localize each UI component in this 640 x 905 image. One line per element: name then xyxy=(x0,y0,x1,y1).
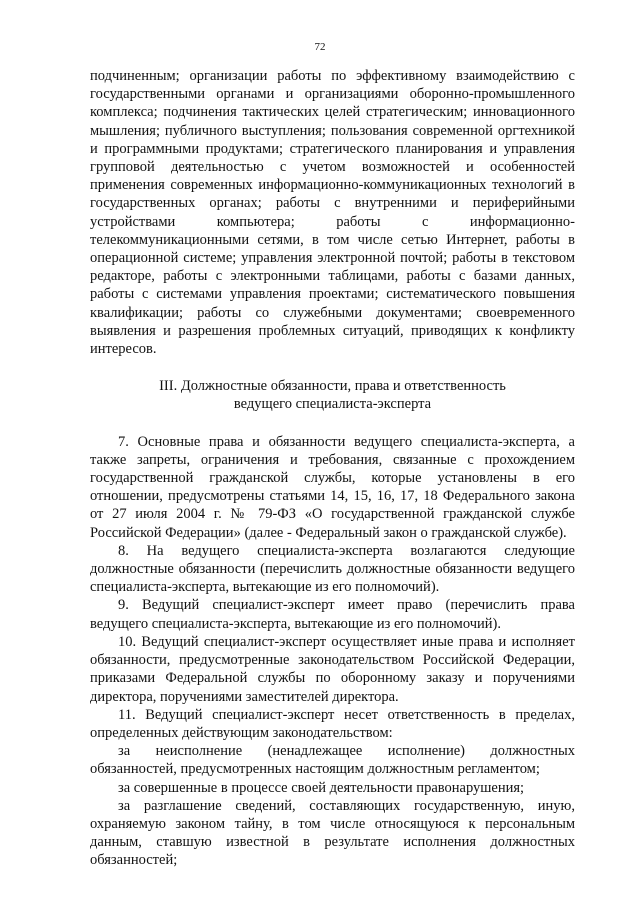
section-heading-line-2: ведущего специалиста-эксперта xyxy=(233,396,432,413)
paragraph-10-other-rights: 10. Ведущий специалист-эксперт осуществляет иные права и исполняет обязанности, предусмотренные законодательством Российской Федерации, приказами Федеральной службы по оборонному заказу и поручениями директора, поручениями заместителей директора. xyxy=(90,633,575,705)
paragraph-competencies-continued: подчиненным; организации работы по эффективному взаимодействию с государственными органами и организациями оборонно-промышленного комплекса; подчинения тактических целей стратегическим; инновационного мышления; публичного выступления; пользования современной оргтехникой и программными продуктами; стратегического планирования и управления групповой деятельностью с учетом возможностей и особенностей применения современных информационно-коммуникационных технологий в государственных органах; работы с внутренними и периферийными устройствами компьютера; работы с информационно-телекоммуникационными сетями, в том числе сетью Интернет, работы в операционной системе; управления электронной почтой; работы в текстовом редакторе, работы с электронными таблицами, работы с базами данных, работы с системами управления проектами; систематического повышения квалификации; работы со служебными документами; своевременного выявления и разрешения проблемных ситуаций, приводящих к конфликту интересов. xyxy=(90,68,575,358)
responsibility-item-disclosure: за разглашение сведений, составляющих государственную, иную, охраняемую законом тайну, в том числе относящуюся к персональным данным, ставшую известной в результате исполнения должностных обязанностей; xyxy=(90,797,575,869)
paragraph-8-duties: 8. На ведущего специалиста-эксперта возлагаются следующие должностные обязанности (перечислить должностные обязанности ведущего специалиста-эксперта, вытекающие из его полномочий). xyxy=(90,542,575,596)
responsibility-item-nonperformance: за неисполнение (ненадлежащее исполнение) должностных обязанностей, предусмотренных настоящим должностным регламентом; xyxy=(90,743,575,778)
section-heading-line-1: III. Должностные обязанности, права и ответственность xyxy=(159,378,506,395)
page-number: 72 xyxy=(314,41,326,53)
responsibility-item-offenses: за совершенные в процессе своей деятельности правонарушения; xyxy=(118,779,525,796)
paragraph-7-rights-and-duties: 7. Основные права и обязанности ведущего специалиста-эксперта, а также запреты, ограничения и требования, связанные с прохождением государственной гражданской службы, которые установлены в его отношении, предусмотрены статьями 14, 15, 16, 17, 18 Федерального закона от 27 июля 2004 г. № 79-ФЗ «О государственной гражданской службе Российской Федерации» (далее - Федеральный закон о гражданской службе). xyxy=(90,433,575,541)
document-body xyxy=(90,67,575,870)
paragraph-9-rights: 9. Ведущий специалист-эксперт имеет право (перечислить права ведущего специалиста-эксперта, вытекающие из его полномочий). xyxy=(90,597,575,632)
section-heading xyxy=(90,377,575,413)
paragraph-11-responsibility: 11. Ведущий специалист-эксперт несет ответственность в пределах, определенных действующим законодательством: xyxy=(90,706,575,741)
